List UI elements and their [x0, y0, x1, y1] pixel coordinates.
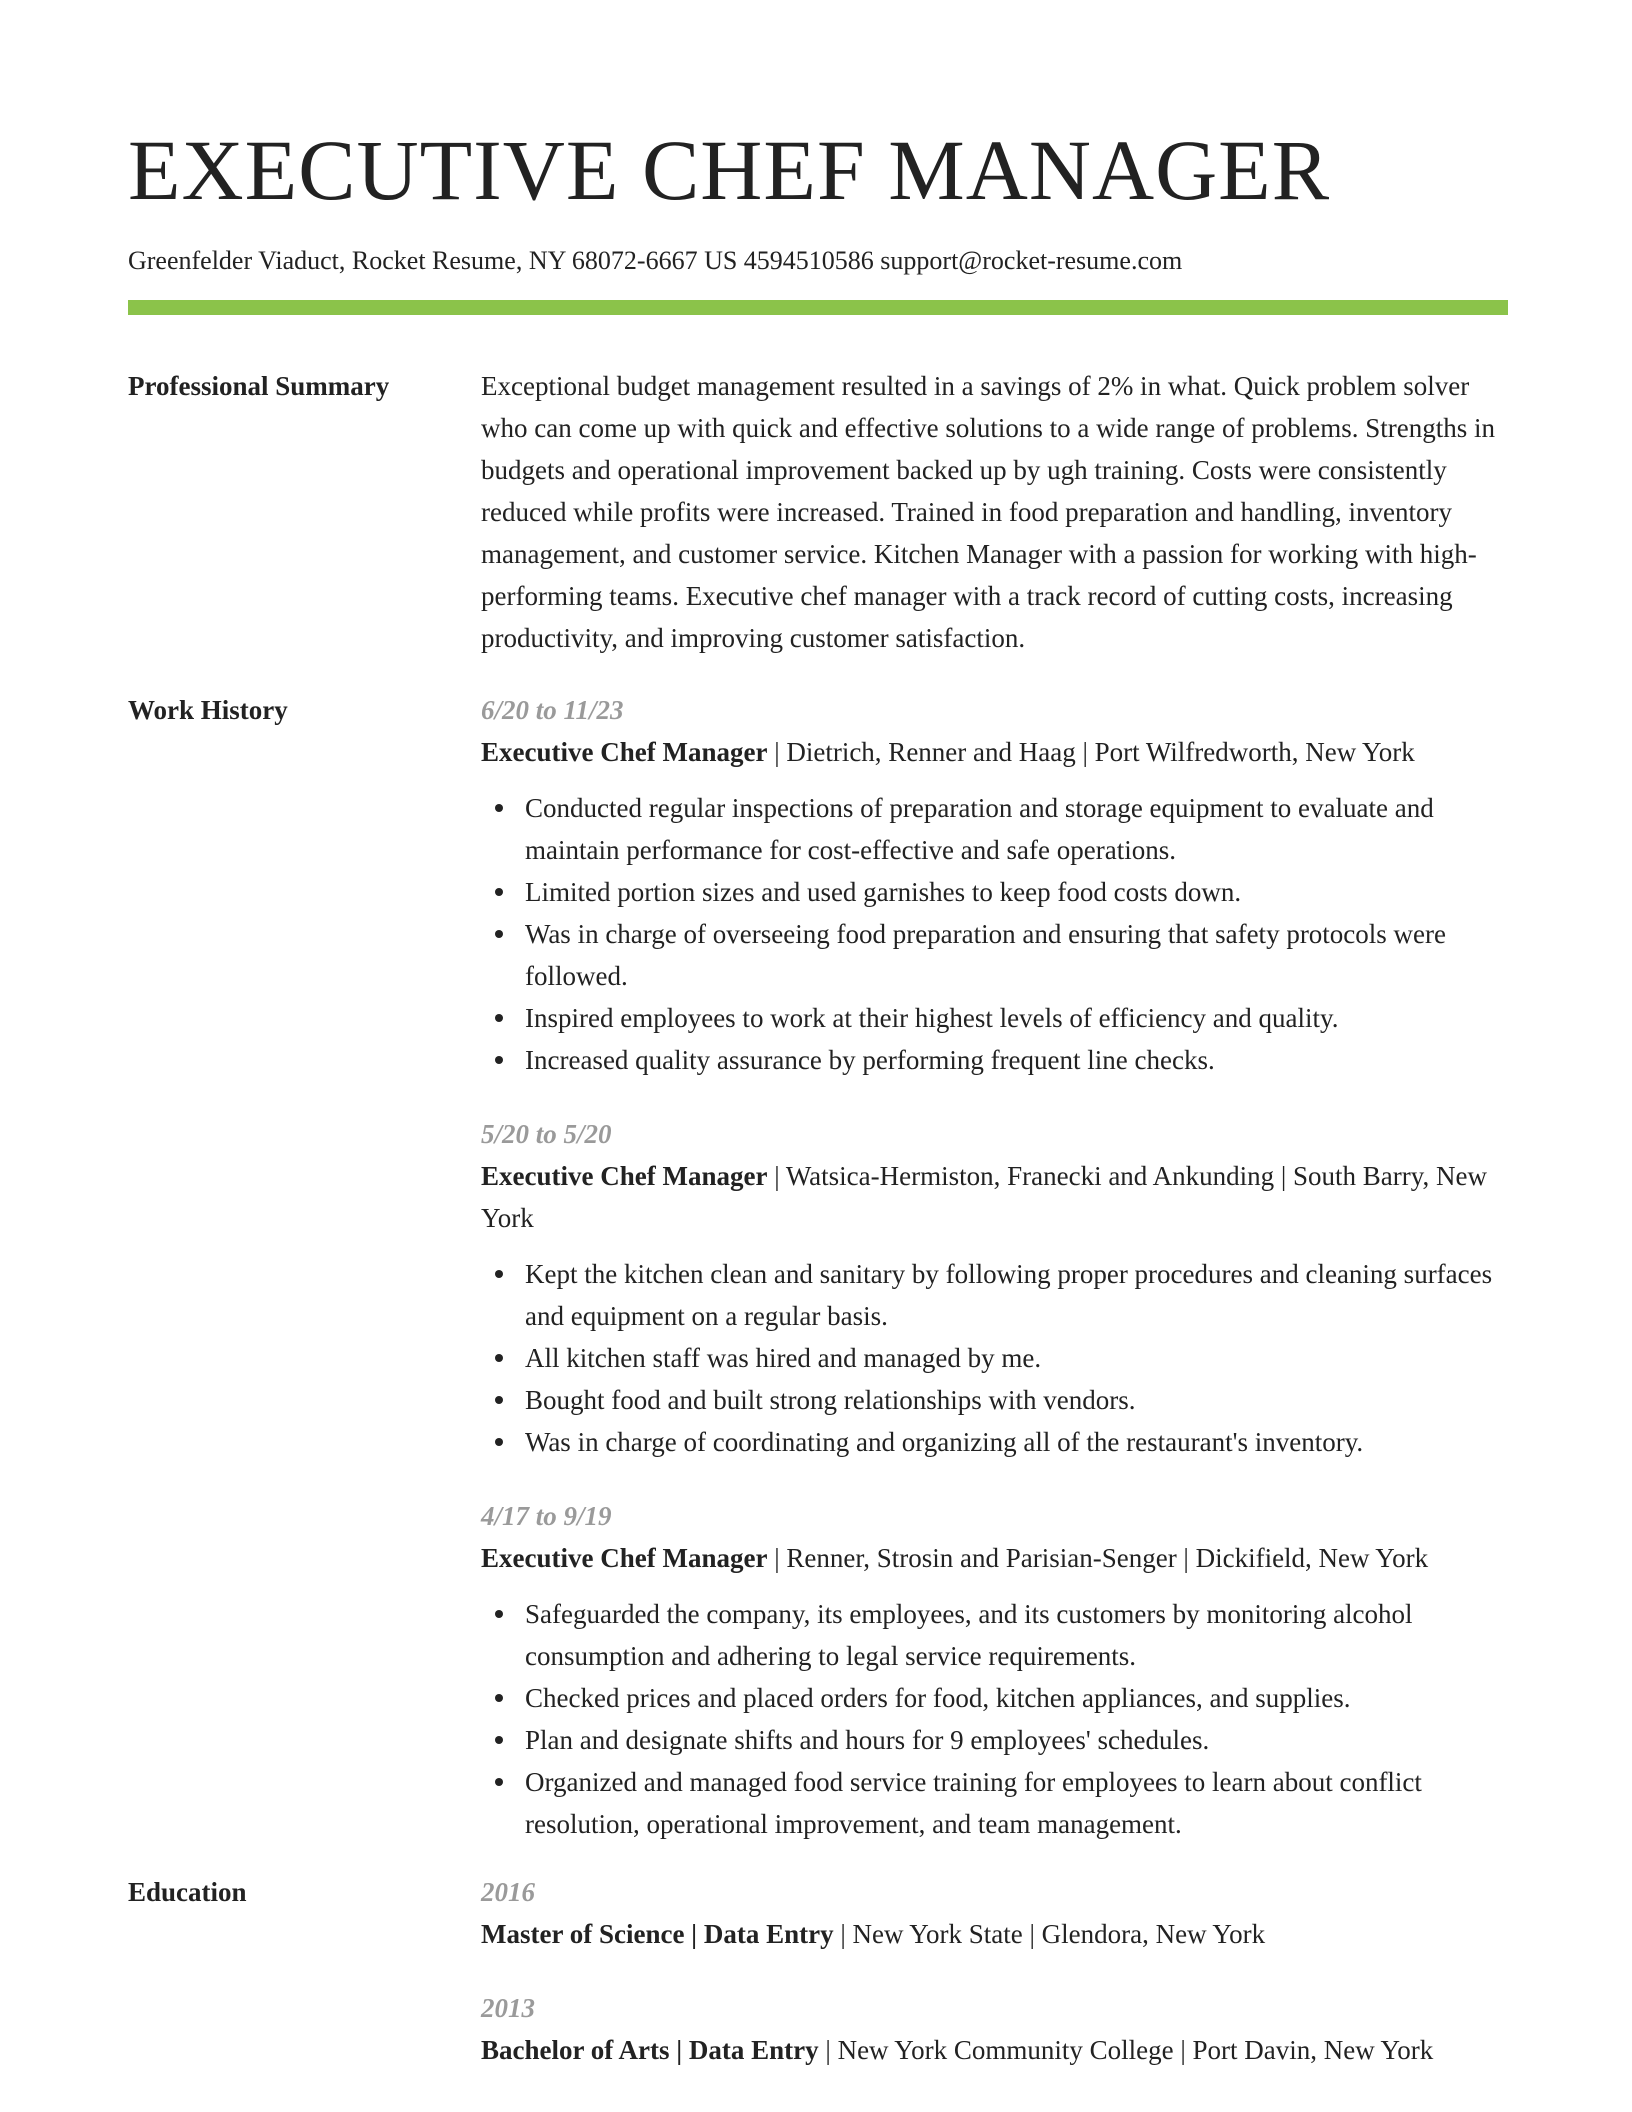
education-line	[481, 2029, 1508, 2071]
work-history-section	[128, 689, 1508, 1845]
job-bullet	[525, 1719, 1508, 1761]
degree-title: Bachelor of Arts | Data Entry	[481, 2035, 819, 2065]
job-bullet	[525, 1593, 1508, 1677]
job-bullet	[525, 1761, 1508, 1845]
job-role-line	[481, 731, 1508, 773]
job-bullet-text: Plan and designate shifts and hours for 9 employees' schedules.	[525, 1725, 1210, 1755]
job-bullet-list	[481, 1253, 1508, 1463]
bullet-icon	[495, 1438, 503, 1446]
job-bullet	[525, 997, 1508, 1039]
bullet-icon	[495, 1014, 503, 1022]
job-entry	[481, 1495, 1508, 1845]
job-bullet	[525, 1039, 1508, 1081]
job-dates: 4/17 to 9/19	[481, 1501, 612, 1531]
job-bullet	[525, 1337, 1508, 1379]
professional-summary-section	[128, 365, 1508, 659]
job-bullet	[525, 787, 1508, 871]
job-details: | Dietrich, Renner and Haag | Port Wilfredworth, New York	[767, 737, 1415, 767]
job-bullet-text: Checked prices and placed orders for food, kitchen appliances, and supplies.	[525, 1683, 1351, 1713]
bullet-icon	[495, 1610, 503, 1618]
accent-divider	[128, 300, 1508, 315]
job-role-line	[481, 1537, 1508, 1579]
job-bullet-text: Organized and managed food service training for employees to learn about conflict resolution, operational improvement, and team management.	[525, 1767, 1422, 1839]
job-entry	[481, 1113, 1508, 1463]
job-bullet-text: Bought food and built strong relationships with vendors.	[525, 1385, 1136, 1415]
job-entry	[481, 689, 1508, 1081]
job-title: Executive Chef Manager	[481, 737, 768, 767]
job-bullet-text: All kitchen staff was hired and managed by me.	[525, 1343, 1042, 1373]
job-bullet-text: Increased quality assurance by performing frequent line checks.	[525, 1045, 1215, 1075]
job-bullet	[525, 1379, 1508, 1421]
contact-info: Greenfelder Viaduct, Rocket Resume, NY 68072-6667 US 4594510586 support@rocket-resume.com	[128, 246, 1183, 275]
job-bullet-text: Safeguarded the company, its employees, and its customers by monitoring alcohol consumption and adhering to legal service requirements.	[525, 1599, 1413, 1671]
section-label-work: Work History	[128, 695, 288, 725]
bullet-icon	[495, 1354, 503, 1362]
job-bullet-list	[481, 1593, 1508, 1845]
job-title: Executive Chef Manager	[481, 1543, 768, 1573]
summary-text: Exceptional budget management resulted in a savings of 2% in what. Quick problem solver who can come up with quick and effective solutions to a wide range of problems. Strengths in budgets and operational improvement backed up by ugh training. Costs were consistently reduced while profits were increased. Trained in food preparation and handling, inventory management, and customer service. Kitchen Manager with a passion for working with high-performing teams. Executive chef manager with a track record of cutting costs, increasing productivity, and improving customer satisfaction.	[481, 371, 1496, 653]
section-label-education: Education	[128, 1877, 247, 1907]
job-bullet	[525, 913, 1508, 997]
resume-page	[128, 0, 1508, 2071]
job-bullet-text: Inspired employees to work at their highest levels of efficiency and quality.	[525, 1003, 1339, 1033]
bullet-icon	[495, 1778, 503, 1786]
job-details: | Watsica-Hermiston, Franecki and Ankunding | South Barry, New York	[481, 1161, 1487, 1233]
bullet-icon	[495, 1270, 503, 1278]
bullet-icon	[495, 888, 503, 896]
job-dates: 5/20 to 5/20	[481, 1119, 612, 1149]
job-bullet	[525, 1677, 1508, 1719]
bullet-icon	[495, 930, 503, 938]
job-bullet	[525, 871, 1508, 913]
resume-title: EXECUTIVE CHEF MANAGER	[128, 122, 1331, 218]
bullet-icon	[495, 1396, 503, 1404]
job-bullet	[525, 1253, 1508, 1337]
education-section	[128, 1871, 1508, 2071]
education-details: | New York Community College | Port Davin, New York	[818, 2035, 1434, 2065]
bullet-icon	[495, 1056, 503, 1064]
job-title: Executive Chef Manager	[481, 1161, 768, 1191]
job-bullet-list	[481, 787, 1508, 1081]
education-body	[481, 1871, 1508, 2071]
education-year: 2013	[481, 1993, 535, 2023]
job-bullet	[525, 1421, 1508, 1463]
job-bullet-text: Conducted regular inspections of preparation and storage equipment to evaluate and maintain performance for cost-effective and safe operations.	[525, 793, 1434, 865]
degree-title: Master of Science | Data Entry	[481, 1919, 834, 1949]
job-bullet-text: Limited portion sizes and used garnishes to keep food costs down.	[525, 877, 1242, 907]
job-dates: 6/20 to 11/23	[481, 695, 624, 725]
job-bullet-text: Was in charge of overseeing food preparation and ensuring that safety protocols were followed.	[525, 919, 1447, 991]
bullet-icon	[495, 804, 503, 812]
job-bullet-text: Was in charge of coordinating and organizing all of the restaurant's inventory.	[525, 1427, 1364, 1457]
job-bullet-text: Kept the kitchen clean and sanitary by following proper procedures and cleaning surfaces and equipment on a regular basis.	[525, 1259, 1493, 1331]
education-entry	[481, 1871, 1508, 1955]
job-details: | Renner, Strosin and Parisian-Senger | Dickifield, New York	[767, 1543, 1429, 1573]
work-history-body	[481, 689, 1508, 1845]
education-details: | New York State | Glendora, New York	[833, 1919, 1266, 1949]
job-role-line	[481, 1155, 1508, 1239]
education-year: 2016	[481, 1877, 535, 1907]
summary-body	[481, 365, 1508, 659]
education-line	[481, 1913, 1508, 1955]
education-entry	[481, 1987, 1508, 2071]
bullet-icon	[495, 1736, 503, 1744]
bullet-icon	[495, 1694, 503, 1702]
section-label-summary: Professional Summary	[128, 371, 390, 401]
